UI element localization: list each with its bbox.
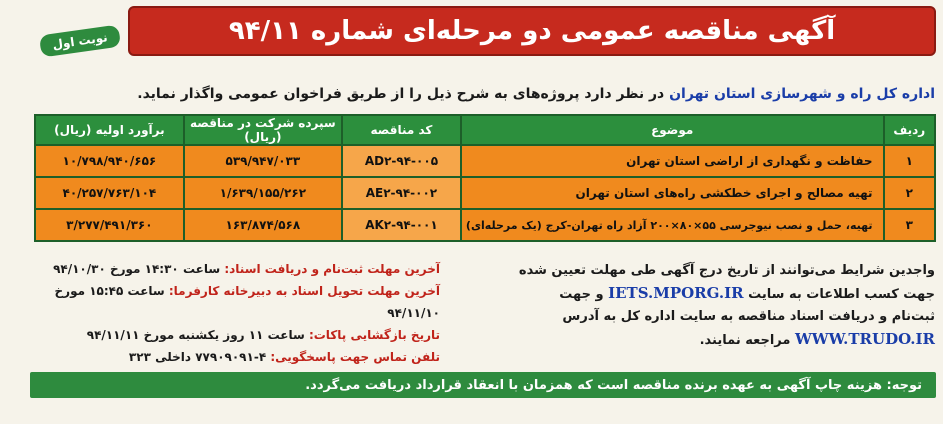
- trudo-site-link[interactable]: WWW.TRUDO.IR: [794, 330, 935, 348]
- instructions-line: [465, 328, 935, 352]
- row-number: ۲: [884, 177, 935, 209]
- instructions-fragment: مراجعه نمایند.: [699, 333, 795, 348]
- table-row: [35, 209, 935, 241]
- deadline-label: آخرین مهلت ثبت‌نام و دریافت اسناد:: [224, 262, 440, 276]
- instructions-fragment: و جهت: [559, 287, 609, 302]
- deadline-line: [30, 346, 440, 368]
- row-subject: تهیه مصالح و اجرای خطکشی راه‌های استان تهران: [461, 177, 884, 209]
- row-deposit: ۱۶۳/۸۷۴/۵۶۸: [184, 209, 342, 241]
- table-row: [35, 145, 935, 177]
- header-subject: موضوع: [461, 115, 884, 145]
- intro-rest: در نظر دارد پروژه‌های به شرح ذیل را از طریق فراخوان عمومی واگذار نماید.: [137, 86, 670, 102]
- deadline-value: ساعت ۱۴:۳۰ مورخ ۹۴/۱۰/۳۰: [53, 262, 225, 276]
- row-subject: تهیه، حمل و نصب نیوجرسی ۵۵×۸۰×۲۰۰ آزاد راه تهران-کرج (یک مرحله‌ای): [461, 209, 884, 241]
- footer-note: توجه: هزینه چاپ آگهی به عهده برنده مناقصه است که همزمان با انعقاد قرارداد دریافت می‌گردد.: [30, 372, 936, 398]
- header-tender-code: کد مناقصه: [342, 115, 461, 145]
- deadline-value: ساعت ۱۵:۴۵ مورخ ۹۴/۱۱/۱۰: [54, 284, 440, 320]
- row-estimate: ۳/۲۷۷/۴۹۱/۳۶۰: [35, 209, 184, 241]
- instructions-line: [465, 282, 935, 306]
- deadlines-block: [30, 258, 440, 368]
- first-run-badge: نوبت اول: [39, 25, 121, 58]
- instructions-line: واجدین شرایط می‌توانند از تاریخ درج آگهی طی مهلت تعیین شده: [518, 263, 935, 278]
- deadline-line: [30, 258, 440, 280]
- notice-title: آگهی مناقصه عمومی دو مرحله‌ای شماره ۹۴/۱۱: [128, 6, 936, 56]
- deadline-label: آخرین مهلت تحویل اسناد به دبیرخانه کارفرما:: [168, 284, 440, 298]
- header-row-number: ردیف: [884, 115, 935, 145]
- table-header-row: [35, 115, 935, 145]
- instructions-line: ثبت‌نام و دریافت اسناد مناقصه به سایت اداره کل به آدرس: [562, 309, 935, 324]
- header-deposit: سپرده شرکت در مناقصه (ریال): [184, 115, 342, 145]
- deadline-label: تلفن تماس جهت پاسخگویی:: [270, 350, 440, 364]
- header-estimate: برآورد اولیه (ریال): [35, 115, 184, 145]
- row-estimate: ۱۰/۷۹۸/۹۴۰/۶۵۶: [35, 145, 184, 177]
- deadline-value: ۴-۷۷۹۰۹۰۹۱ داخلی ۳۲۳: [128, 350, 271, 364]
- row-deposit: ۱/۶۳۹/۱۵۵/۲۶۲: [184, 177, 342, 209]
- deadline-line: [30, 280, 440, 324]
- table-row: [35, 177, 935, 209]
- deadline-value: ساعت ۱۱ روز یکشنبه مورخ ۹۴/۱۱/۱۱: [86, 328, 309, 342]
- row-tender-code: AD۲-۹۴-۰۰۵: [342, 145, 461, 177]
- row-subject: حفاظت و نگهداری از اراضی استان تهران: [461, 145, 884, 177]
- intro-text: [8, 86, 935, 108]
- deadline-line: [30, 324, 440, 346]
- organization-name: اداره کل راه و شهرسازی استان تهران: [669, 86, 935, 102]
- projects-table: [34, 114, 936, 242]
- iets-site-link[interactable]: IETS.MPORG.IR: [608, 284, 744, 302]
- row-tender-code: AK۲-۹۴-۰۰۱: [342, 209, 461, 241]
- deadline-label: تاریخ بازگشایی پاکات:: [308, 328, 440, 342]
- instructions-fragment: جهت کسب اطلاعات به سایت: [743, 287, 935, 302]
- row-tender-code: AE۲-۹۴-۰۰۲: [342, 177, 461, 209]
- row-deposit: ۵۳۹/۹۴۷/۰۳۳: [184, 145, 342, 177]
- instructions-text: [465, 260, 935, 352]
- row-number: ۳: [884, 209, 935, 241]
- row-number: ۱: [884, 145, 935, 177]
- row-estimate: ۴۰/۲۵۷/۷۶۳/۱۰۴: [35, 177, 184, 209]
